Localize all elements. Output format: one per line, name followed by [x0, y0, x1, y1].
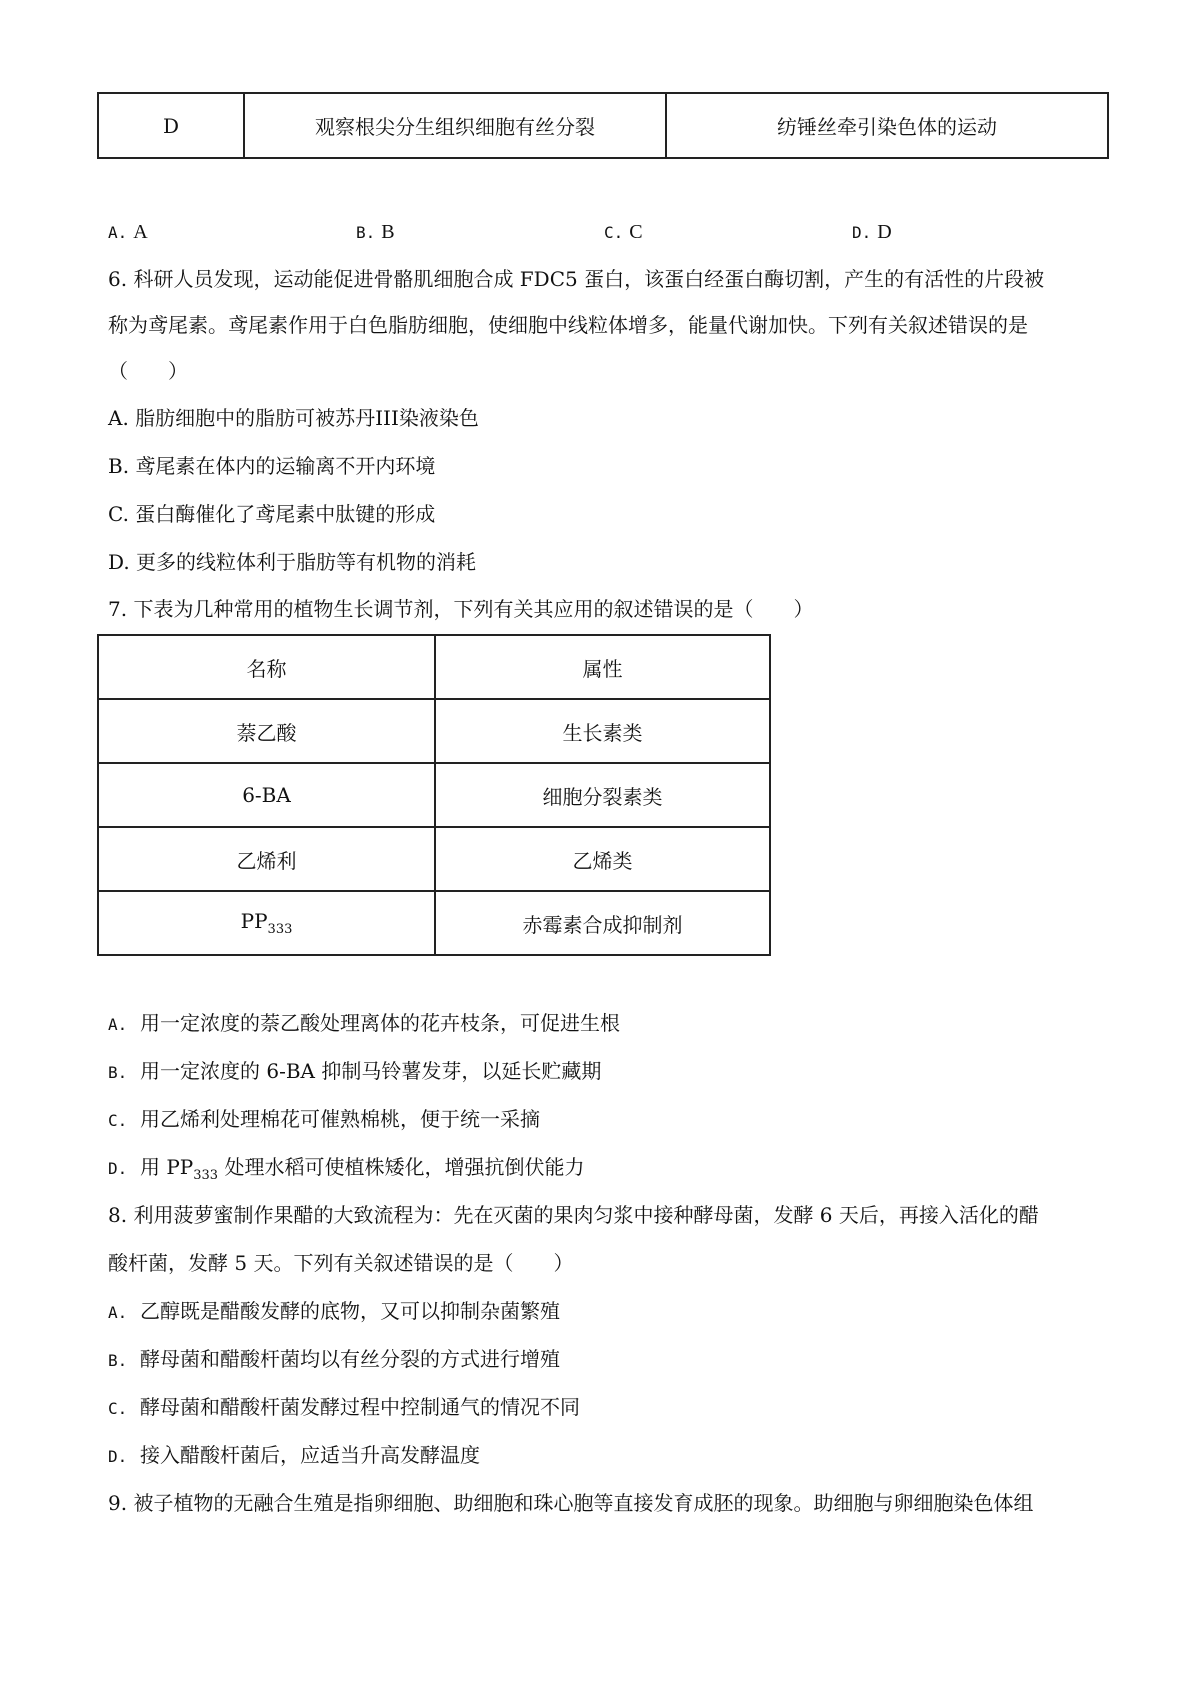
q5-option-c[interactable]: C. C	[604, 221, 643, 243]
header-name: 名称	[98, 635, 435, 699]
regulator-name: $PP_{333}$	[98, 891, 435, 955]
q6-option-c[interactable]: C. 蛋白酶催化了鸢尾素中肽键的形成	[108, 502, 436, 526]
q7-stem: 7. 下表为几种常用的植物生长调节剂，下列有关其应用的叙述错误的是（ ）	[108, 597, 814, 621]
q6-option-b[interactable]: B. 鸢尾素在体内的运输离不开内环境	[108, 454, 436, 478]
regulator-name: 萘乙酸	[98, 699, 435, 763]
q7-option-a[interactable]: A. 用一定浓度的萘乙酸处理离体的花卉枝条，可促进生根	[108, 1011, 620, 1035]
q7-option-b[interactable]: B. 用一定浓度的 6-BA 抑制马铃薯发芽，以延长贮藏期	[108, 1059, 602, 1083]
experiment-cell: 观察根尖分生组织细胞有丝分裂	[244, 93, 666, 158]
q5-option-a[interactable]: A. A	[108, 221, 148, 243]
q5-option-d[interactable]: D. D	[852, 221, 892, 243]
q8-stem-line-1: 8. 利用菠萝蜜制作果醋的大致流程为：先在灭菌的果肉匀浆中接种酵母菌，发酵 6 天后，再接入活化的醋	[108, 1203, 1039, 1227]
q5-options	[108, 217, 1108, 245]
regulator-attribute: 赤霉素合成抑制剂	[435, 891, 770, 955]
regulator-attribute: 生长素类	[435, 699, 770, 763]
q5-option-b[interactable]: B. B	[356, 221, 395, 243]
table-row	[98, 93, 1108, 158]
option-cell: D	[98, 93, 244, 158]
experiment-table	[97, 92, 1109, 159]
table-row	[98, 763, 770, 827]
q8-stem-line-2: 酸杆菌，发酵 5 天。下列有关叙述错误的是（ ）	[108, 1251, 574, 1275]
q6-option-d[interactable]: D. 更多的线粒体利于脂肪等有机物的消耗	[108, 550, 477, 574]
q6-stem-line-1: 6. 科研人员发现，运动能促进骨骼肌细胞合成 FDC5 蛋白，该蛋白经蛋白酶切割，产生的有活性的片段被	[108, 267, 1045, 291]
q7-option-d[interactable]: D. 用 $PP_{333}$ 处理水稻可使植株矮化，增强抗倒伏能力	[108, 1155, 585, 1183]
q8-option-b[interactable]: B. 酵母菌和醋酸杆菌均以有丝分裂的方式进行增殖	[108, 1347, 560, 1371]
observation-cell: 纺锤丝牵引染色体的运动	[666, 93, 1108, 158]
q6-option-a[interactable]: A. 脂肪细胞中的脂肪可被苏丹III染液染色	[108, 406, 479, 430]
table-row	[98, 699, 770, 763]
table-row	[98, 891, 770, 955]
table-row	[98, 827, 770, 891]
table-header-row	[98, 635, 770, 699]
q7-option-c[interactable]: C. 用乙烯利处理棉花可催熟棉桃，便于统一采摘	[108, 1107, 540, 1131]
regulator-attribute: 乙烯类	[435, 827, 770, 891]
regulator-name: 6-BA	[98, 763, 435, 827]
regulator-attribute: 细胞分裂素类	[435, 763, 770, 827]
q6-stem-line-2: 称为鸢尾素。鸢尾素作用于白色脂肪细胞，使细胞中线粒体增多，能量代谢加快。下列有关叙述错误的是	[108, 313, 1028, 337]
q8-option-c[interactable]: C. 酵母菌和醋酸杆菌发酵过程中控制通气的情况不同	[108, 1395, 580, 1419]
q9-stem-line-1: 9. 被子植物的无融合生殖是指卵细胞、助细胞和珠心胞等直接发育成胚的现象。助细胞与卵细胞染色体组	[108, 1491, 1034, 1515]
q6-stem-line-3: （ ）	[108, 359, 188, 383]
header-attribute: 属性	[435, 635, 770, 699]
q8-option-a[interactable]: A. 乙醇既是醋酸发酵的底物，又可以抑制杂菌繁殖	[108, 1299, 560, 1323]
q8-option-d[interactable]: D. 接入醋酸杆菌后，应适当升高发酵温度	[108, 1443, 480, 1467]
regulator-name: 乙烯利	[98, 827, 435, 891]
regulator-table	[97, 634, 771, 956]
